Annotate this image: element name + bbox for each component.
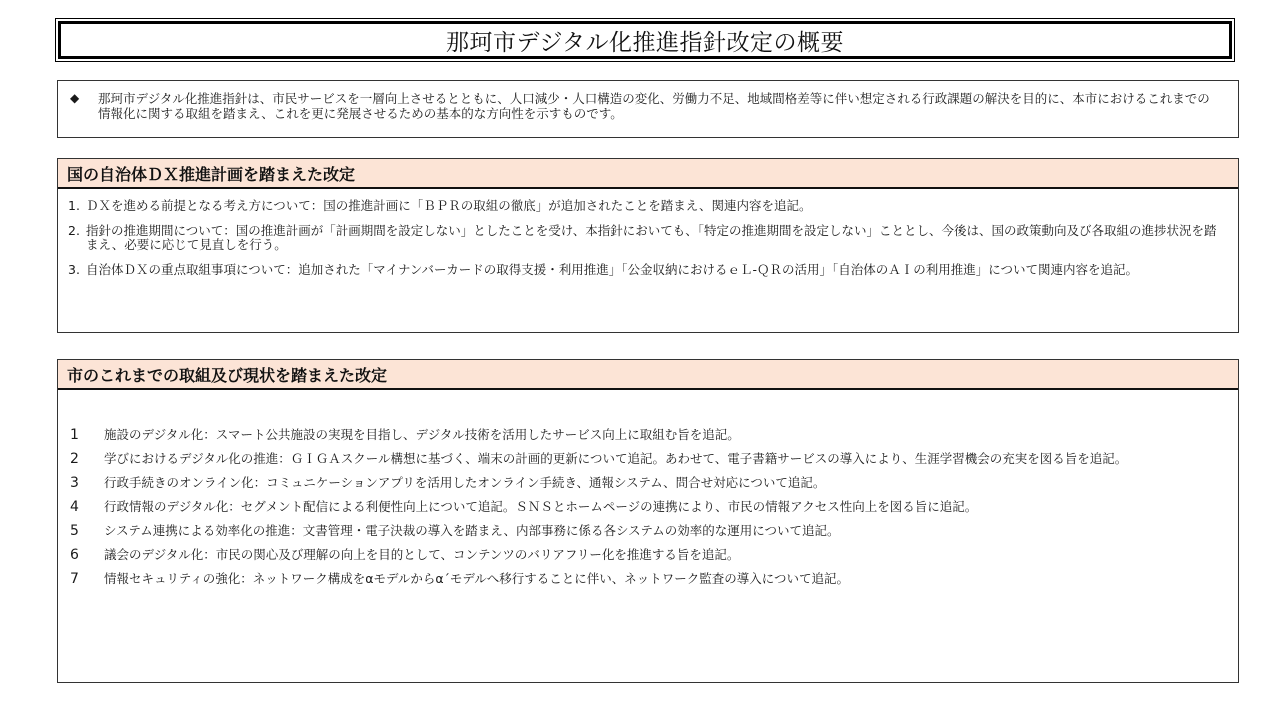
item-number: 2.: [68, 223, 80, 238]
item-number: 4: [70, 499, 79, 515]
revision-list: [58, 189, 1238, 277]
item-text: 情報セキュリティの強化：ネットワーク構成をαモデルからα´モデルへ移行することに伴い、ネットワーク監査の導入について追記。: [104, 571, 849, 586]
list-item: [68, 224, 1222, 252]
section-heading: 国の自治体ＤＸ推進計画を踏まえた改定: [58, 159, 1238, 189]
title-frame: [55, 18, 1235, 62]
item-text: 指針の推進期間について：国の推進計画が「計画期間を設定しない」としたことを受け、本指針においても、「特定の推進期間を設定しない」こととし、今後は、国の政策動向及び各取組の進捗状況を踏まえ、必要に応じて見直しを行う。: [86, 223, 1217, 252]
diamond-bullet-icon: ◆: [70, 91, 80, 105]
item-number: 1.: [68, 198, 80, 213]
item-text: 議会のデジタル化：市民の関心及び理解の向上を目的として、コンテンツのバリアフリー化を推進する旨を追記。: [104, 547, 740, 562]
list-item: [70, 572, 1222, 586]
intro-box: [57, 80, 1239, 138]
item-number: 7: [70, 571, 79, 587]
item-number: 3: [70, 475, 79, 491]
section-national-plan: [57, 158, 1239, 333]
section-heading: 市のこれまでの取組及び現状を踏まえた改定: [58, 360, 1238, 390]
list-item: [68, 263, 1222, 277]
section-city-initiatives: [57, 359, 1239, 683]
item-text: 行政情報のデジタル化：セグメント配信による利便性向上について追記。ＳＮＳとホームページの連携により、市民の情報アクセス性向上を図る旨に追記。: [104, 499, 978, 514]
page-title: 那珂市デジタル化推進指針改定の概要: [58, 21, 1232, 59]
revision-list: [58, 390, 1238, 586]
intro-text: 那珂市デジタル化推進指針は、市民サービスを一層向上させるとともに、人口減少・人口構造の変化、労働力不足、地域間格差等に伴い想定される行政課題の解決を目的に、本市におけるこれまでの情報化に関する取組を踏まえ、これを更に発展させるための基本的な方向性を示すものです。: [98, 91, 1210, 121]
list-item: [70, 428, 1222, 442]
item-number: 2: [70, 451, 79, 467]
item-number: 6: [70, 547, 79, 563]
item-number: 1: [70, 427, 79, 443]
item-text: 施設のデジタル化：スマート公共施設の実現を目指し、デジタル技術を活用したサービス向上に取組む旨を追記。: [104, 427, 740, 442]
item-number: 5: [70, 523, 79, 539]
list-item: [70, 452, 1222, 466]
item-text: 行政手続きのオンライン化：コミュニケーションアプリを活用したオンライン手続き、通報システム、問合せ対応について追記。: [104, 475, 826, 490]
list-item: [70, 500, 1222, 514]
item-text: 学びにおけるデジタル化の推進：ＧＩＧＡスクール構想に基づく、端末の計画的更新について追記。あわせて、電子書籍サービスの導入により、生涯学習機会の充実を図る旨を追記。: [104, 451, 1128, 466]
item-number: 3.: [68, 262, 80, 277]
list-item: [70, 548, 1222, 562]
item-text: ＤＸを進める前提となる考え方について：国の推進計画に「ＢＰＲの取組の徹底」が追加されたことを踏まえ、関連内容を追記。: [86, 198, 812, 213]
list-item: [68, 199, 1222, 213]
item-text: 自治体ＤＸの重点取組事項について：追加された「マイナンバーカードの取得支援・利用推進」「公金収納におけるｅＬ-ＱＲの活用」「自治体のＡＩの利用推進」について関連内容を追記。: [86, 262, 1139, 277]
item-text: システム連携による効率化の推進：文書管理・電子決裁の導入を踏まえ、内部事務に係る各システムの効率的な運用について追記。: [104, 523, 840, 538]
list-item: [70, 524, 1222, 538]
list-item: [70, 476, 1222, 490]
